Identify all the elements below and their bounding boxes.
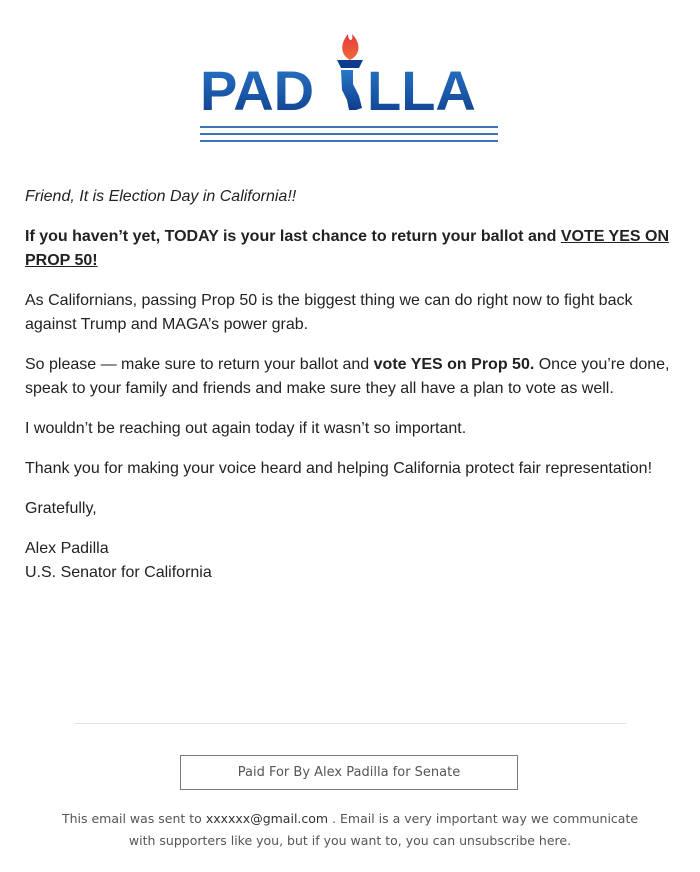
greeting: Friend, It is Election Day in California!! [25, 188, 297, 205]
logo-rule-2 [200, 133, 498, 135]
footer-divider [74, 723, 626, 724]
lead-text: If you haven’t yet, TODAY is your last chance to return your ballot and [25, 228, 561, 245]
paragraph-prop50: As Californians, passing Prop 50 is the biggest thing we can do right now to fight back against Trump and MAGA’s power grab. [25, 292, 633, 333]
email-body [25, 185, 675, 585]
footer-sent-prefix: This email was sent to [61, 811, 206, 826]
para2-bold: vote YES on Prop 50. [373, 356, 535, 373]
logo-text-right: LLA [367, 59, 476, 122]
para2-start: So please — make sure to return your ballot and [25, 356, 374, 373]
para2-end: Once you’re done, speak to your family and friends and make sure they all have a plan to vote as well. [25, 356, 670, 397]
california-torch-icon [341, 70, 362, 110]
footer-text [60, 808, 640, 852]
signature [25, 537, 675, 585]
signature-name: Alex Padilla [25, 540, 109, 557]
vote-yes-link[interactable]: VOTE YES ON PROP 50! [25, 228, 670, 269]
torch-cup-icon [337, 60, 363, 68]
recipient-email: xxxxxx@gmail.com [205, 811, 329, 826]
logo-rule-1 [200, 126, 498, 128]
paragraph-return-ballot [25, 353, 675, 401]
lead-paragraph [25, 225, 675, 273]
signature-title: U.S. Senator for California [25, 564, 212, 581]
logo-rule-3 [200, 140, 498, 142]
paragraph-thank-you: Thank you for making your voice heard and helping California protect fair representation! [25, 460, 653, 477]
logo-text-left: PAD [200, 59, 315, 122]
paragraph-important: I wouldn’t be reaching out again today if it wasn’t so important. [25, 420, 467, 437]
torch-flame-icon [342, 34, 358, 60]
padilla-logo-graphic [200, 30, 500, 146]
padilla-logo [200, 30, 500, 146]
closing: Gratefully, [25, 500, 97, 517]
paid-for-disclaimer: Paid For By Alex Padilla for Senate [180, 755, 518, 790]
footer-sent-suffix: . Email is a very important way we communicate with supporters like you, but if you want to, you can unsubscribe here. [128, 811, 639, 848]
